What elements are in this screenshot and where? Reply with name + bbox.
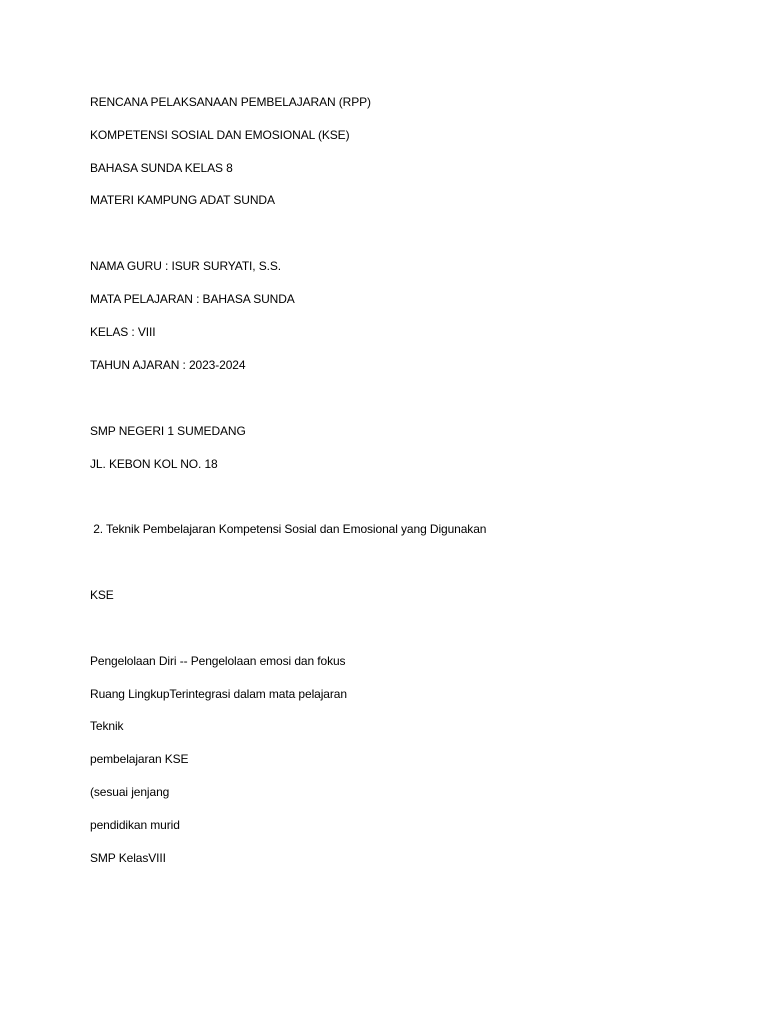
material: MATERI KAMPUNG ADAT SUNDA (90, 193, 275, 207)
document-subtitle: KOMPETENSI SOSIAL DAN EMOSIONAL (KSE) (90, 128, 350, 142)
document-title: RENCANA PELAKSANAAN PEMBELAJARAN (RPP) (90, 95, 371, 109)
section-line: SMP KelasVIII (90, 851, 166, 865)
section-line: pembelajaran KSE (90, 752, 189, 766)
section-line: Ruang LingkupTerintegrasi dalam mata pelajaran (90, 687, 347, 701)
class-level: KELAS : VIII (90, 325, 156, 339)
section-line: (sesuai jenjang (90, 785, 170, 799)
school-name: SMP NEGERI 1 SUMEDANG (90, 424, 246, 438)
section-label: KSE (90, 588, 114, 602)
teacher-name: NAMA GURU : ISUR SURYATI, S.S. (90, 259, 282, 273)
academic-year: TAHUN AJARAN : 2023-2024 (90, 358, 246, 372)
section-line: pendidikan murid (90, 818, 180, 832)
section-line: Teknik (90, 719, 124, 733)
section-heading: 2. Teknik Pembelajaran Kompetensi Sosial dan Emosional yang Digunakan (90, 522, 487, 536)
school-address: JL. KEBON KOL NO. 18 (90, 457, 218, 471)
subject-class: BAHASA SUNDA KELAS 8 (90, 161, 233, 175)
subject-name: MATA PELAJARAN : BAHASA SUNDA (90, 292, 295, 306)
section-line: Pengelolaan Diri -- Pengelolaan emosi dan fokus (90, 654, 346, 668)
